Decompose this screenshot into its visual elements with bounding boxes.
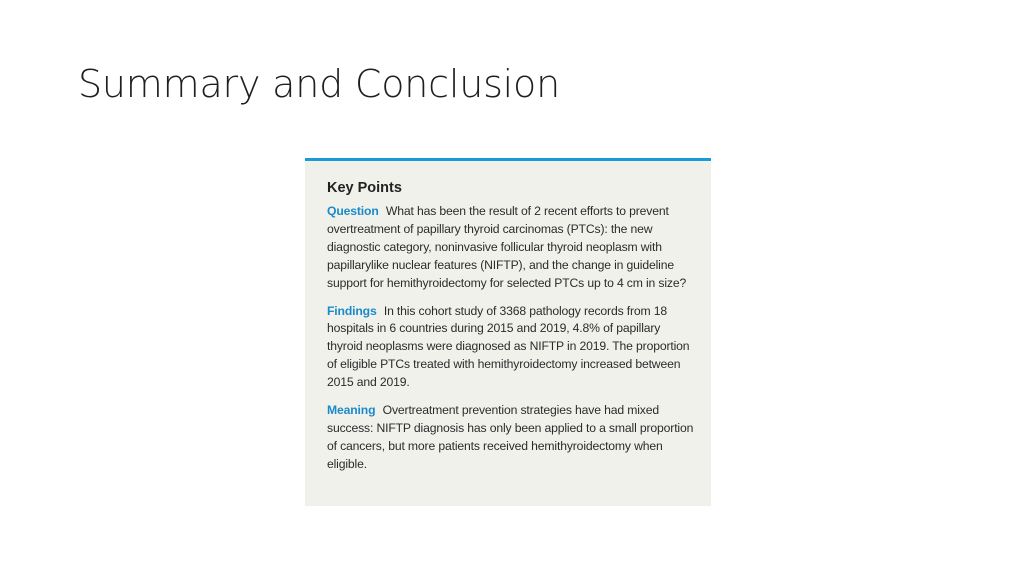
meaning-label: Meaning (327, 403, 376, 418)
findings-text: In this cohort study of 3368 pathology records from 18 hospitals in 6 countries during 2015 and 2019, 4.8% of papillary thyroid neoplasms were diagnosed as NIFTP in 2019. The proportion of eligible PTCs treated with hemithyroidectomy increased between 2015 and 2019. (327, 303, 690, 390)
key-points-box (305, 158, 711, 506)
question-section (327, 203, 695, 293)
findings-section (327, 303, 695, 393)
meaning-text: Overtreatment prevention strategies have had mixed success: NIFTP diagnosis has only been applied to a small proportion of cancers, but more patients received hemithyroidectomy when eligible. (327, 403, 694, 471)
findings-label: Findings (327, 303, 377, 318)
key-points-heading: Key Points (327, 180, 402, 196)
slide-title: Summary and Conclusion (78, 62, 560, 106)
question-label: Question (327, 204, 379, 218)
meaning-section (327, 402, 695, 474)
question-text: What has been the result of 2 recent efforts to prevent overtreatment of papillary thyroid carcinomas (PTCs): the new diagnostic category, noninvasive follicular thyroid neoplasm with papillarylike nuclear features (NIFTP), and the change in guideline support for hemithyroidectomy for selected PTCs up to 4 cm in size? (327, 204, 687, 290)
